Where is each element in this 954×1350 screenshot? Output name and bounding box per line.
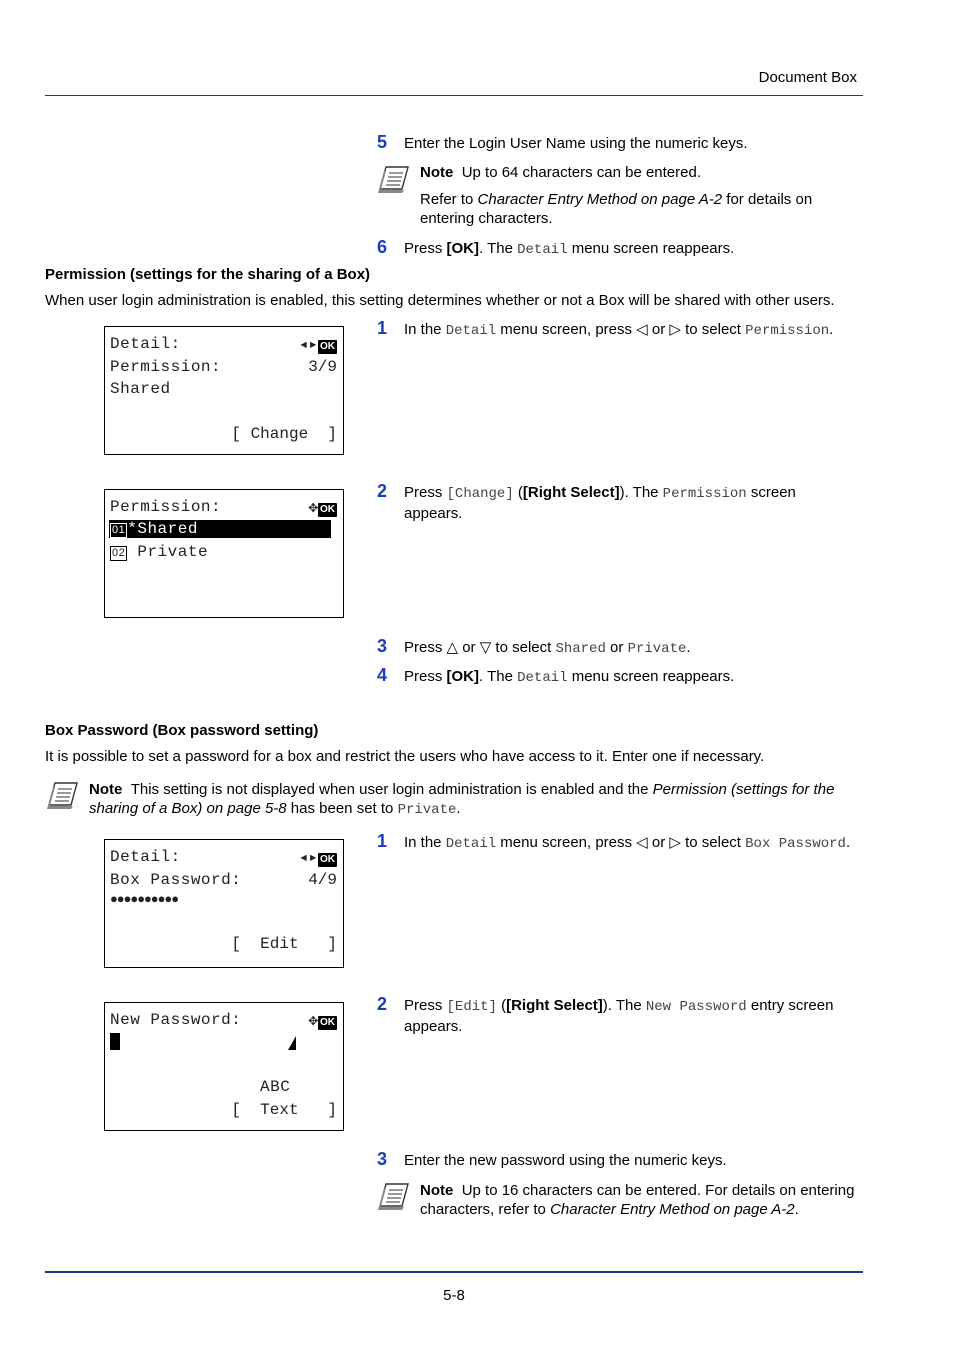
header-divider [45,95,863,96]
step-text: Press [Edit] ([Right Select]). The New Password entry screen appears. [404,997,834,1035]
ok-icon: OK [320,854,335,865]
note-icon [45,779,81,813]
step-text: In the Detail menu screen, press ◁ or ▷ to select Permission. [404,321,834,339]
lcd-new-password: New Password: ✥ OK ABC [ Text ] [104,1002,344,1131]
step-number: 3 [377,636,388,656]
step-number: 4 [377,665,388,685]
permission-description: When user login administration is enabled, this setting determines whether or not a Box will be shared with other users. [45,292,835,309]
softkey-text: [ Text ] [231,1101,337,1119]
softkey-edit: [ Edit ] [231,935,337,953]
step-text: Enter the Login User Name using the numeric keys. [404,135,748,152]
note-block: Note Up to 64 characters can be entered. Refer to Character Entry Method on page A-2 for details on entering characters. [420,164,813,227]
step-text: Press [OK]. The Detail menu screen reappears. [404,668,735,686]
step-number: 2 [377,994,388,1014]
footer-divider [45,1271,863,1273]
lcd-detail-box-password: Detail: ◂▸ OK Box Password: 4/9 ●●●●●●●●●● [ Edit ] [104,839,344,968]
password-description: It is possible to set a password for a box and restrict the users who have access to it. Enter one if necessary. [45,748,765,765]
step-number: 3 [377,1149,388,1169]
note-block: Note This setting is not displayed when user login administration is enabled and the Permission (settings for the sharing of a Box) on page 5-8 has been set to Private. [89,781,835,818]
ok-icon: OK [320,1017,335,1028]
lcd-permission-select: Permission: ✥ OK 01 *Shared 02 Private [104,489,344,618]
ok-icon: OK [320,504,335,515]
step-number: 6 [377,237,388,257]
signal-indicator-icon [288,1036,296,1050]
step-text: Press △ or ▽ to select Shared or Private. [404,639,691,657]
page-number: 5-8 [443,1287,465,1304]
ok-icon: OK [320,341,335,352]
text-cursor [110,1033,120,1050]
section-heading-box-password: Box Password (Box password setting) [45,722,319,739]
softkey-change: [ Change ] [231,425,337,443]
step-number: 2 [377,481,388,501]
step-text: Press [Change] ([Right Select]). The Permission screen appears. [404,484,796,522]
step-number: 1 [377,831,388,851]
lcd-detail-permission: Detail: ◂▸ OK Permission: 3/9 Shared [ Change ] [104,326,344,455]
step-text: In the Detail menu screen, press ◁ or ▷ to select Box Password. [404,834,851,852]
note-icon [376,163,412,197]
step-number: 1 [377,318,388,338]
section-heading-permission: Permission (settings for the sharing of a Box) [45,266,371,283]
note-block: Note Up to 16 characters can be entered. For details on entering characters, refer to Character Entry Method on page A-2. [420,1182,855,1218]
step-number: 5 [377,132,388,152]
step-text: Enter the new password using the numeric keys. [404,1152,727,1169]
header-title: Document Box [758,69,857,86]
step-text: Press [OK]. The Detail menu screen reappears. [404,240,735,258]
note-icon [376,1180,412,1214]
